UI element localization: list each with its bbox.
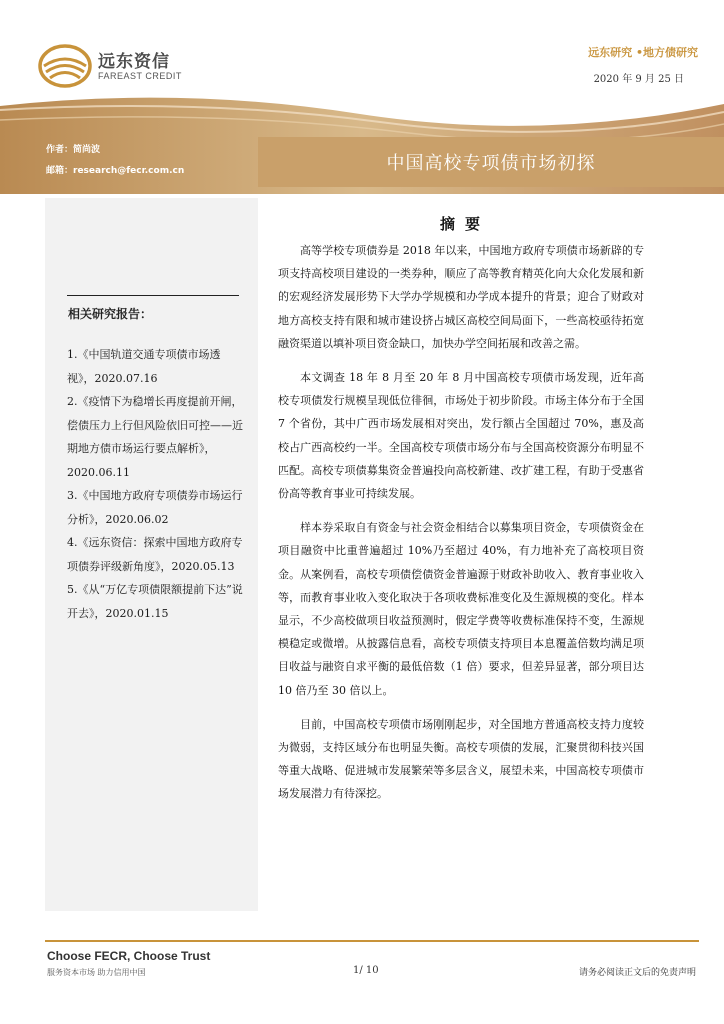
title-box	[258, 137, 724, 187]
brand-name: 远东资信	[98, 52, 170, 72]
page-number: 1/ 10	[353, 965, 379, 976]
related-reports-heading: 相关研究报告：	[68, 307, 153, 321]
report-item: 4.《远东资信：探索中国地方政府专项债券评级新角度》，2020.05.13	[67, 536, 243, 573]
report-item: 5.《从“万亿专项债限额提前下达”说开去》，2020.01.15	[67, 583, 243, 620]
sidebar-divider	[67, 295, 239, 296]
abstract-paragraph: 本文调查 18 年 8 月至 20 年 8 月中国高校专项债市场发现，近年高校专项债发行规模呈现低位徘徊，市场处于初步阶段。市场主体分布于全国 7 个省份，其中广西市场发展相对突出，发行额占全国超过 70%，惠及高校占广西高校约一半。全国高校专项债市场分布与全国高校资源分布明显不匹配。高校专项债募集资金普遍投向高校新建、改扩建工程，有助于受惠省份高等教育事业可持续发展。	[278, 371, 644, 501]
report-item: 3.《中国地方政府专项债券市场运行分析》，2020.06.02	[67, 489, 243, 526]
page-header	[0, 0, 724, 96]
abstract-body	[278, 239, 644, 817]
abstract-paragraph: 高等学校专项债券是 2018 年以来，中国地方政府专项债市场新辟的专项支持高校项目建设的一类券种，顺应了高等教育精英化向大众化发展和新的宏观经济发展形势下大学办学规模和办学成本提升的背景；迎合了财政对地方高校支持有限和城市建设挤占城区高校空间局面下，一些高校亟待拓宽融资渠道以填补项目资金缺口，加快办学空间拓展和改善之需。	[278, 244, 644, 350]
abstract-paragraph: 样本券采取自有资金与社会资金相结合以募集项目资金，专项债资金在项目融资中比重普遍超过 10%乃至超过 40%，有力地补充了高校项目资金。从案例看，高校专项债偿债资金普遍源于财政补助收入、教育事业收入等，而教育事业收入变化取决于各项收费标准变化及生源规模的变化。样本显示，不少高校做项目收益预测时，假定学费等收费标准保持不变，生源规模稳定或微增。从披露信息看，高校专项债支持项目本息覆盖倍数均满足项目收益与融资自求平衡的最低倍数（1 倍）要求，但差异显著，部分项目达 10 倍乃至 30 倍以上。	[278, 521, 644, 697]
footer-slogan: Choose FECR, Choose Trust	[47, 949, 211, 963]
abstract-heading: 摘要	[440, 215, 491, 233]
report-date: 2020 年 9 月 25 日	[593, 74, 684, 85]
report-series: 远东研究 •地方债研究	[588, 46, 698, 59]
report-item: 2.《疫情下为稳增长再度提前开闸，偿债压力上行但风险依旧可控——近期地方债市场运行要点解析》，2020.06.11	[67, 395, 243, 479]
related-reports-list	[67, 343, 245, 625]
footer-disclaimer: 请务必阅读正文后的免责声明	[578, 968, 696, 978]
page-title: 中国高校专项债市场初探	[386, 153, 596, 174]
abstract-paragraph: 目前，中国高校专项债市场刚刚起步，对全国地方普通高校支持力度较为微弱，支持区域分布也明显失衡。高校专项债的发展，汇聚贯彻科技兴国等重大战略、促进城市发展繁荣等多层含义，展望未来，中国高校专项债市场发展潜力有待深挖。	[278, 717, 644, 801]
brand-name-en: FAREAST CREDIT	[98, 71, 182, 81]
author-info	[46, 140, 184, 182]
fareast-logo-icon	[38, 44, 92, 88]
footer-tagline: 服务资本市场 助力信用中国	[47, 968, 146, 977]
report-item: 1.《中国轨道交通专项债市场透视》，2020.07.16	[67, 348, 221, 385]
sidebar	[45, 198, 258, 911]
footer-divider	[45, 940, 699, 942]
author-email: 邮箱：research@fecr.com.cn	[46, 166, 185, 176]
author-name: 作者：简尚波	[46, 145, 101, 155]
